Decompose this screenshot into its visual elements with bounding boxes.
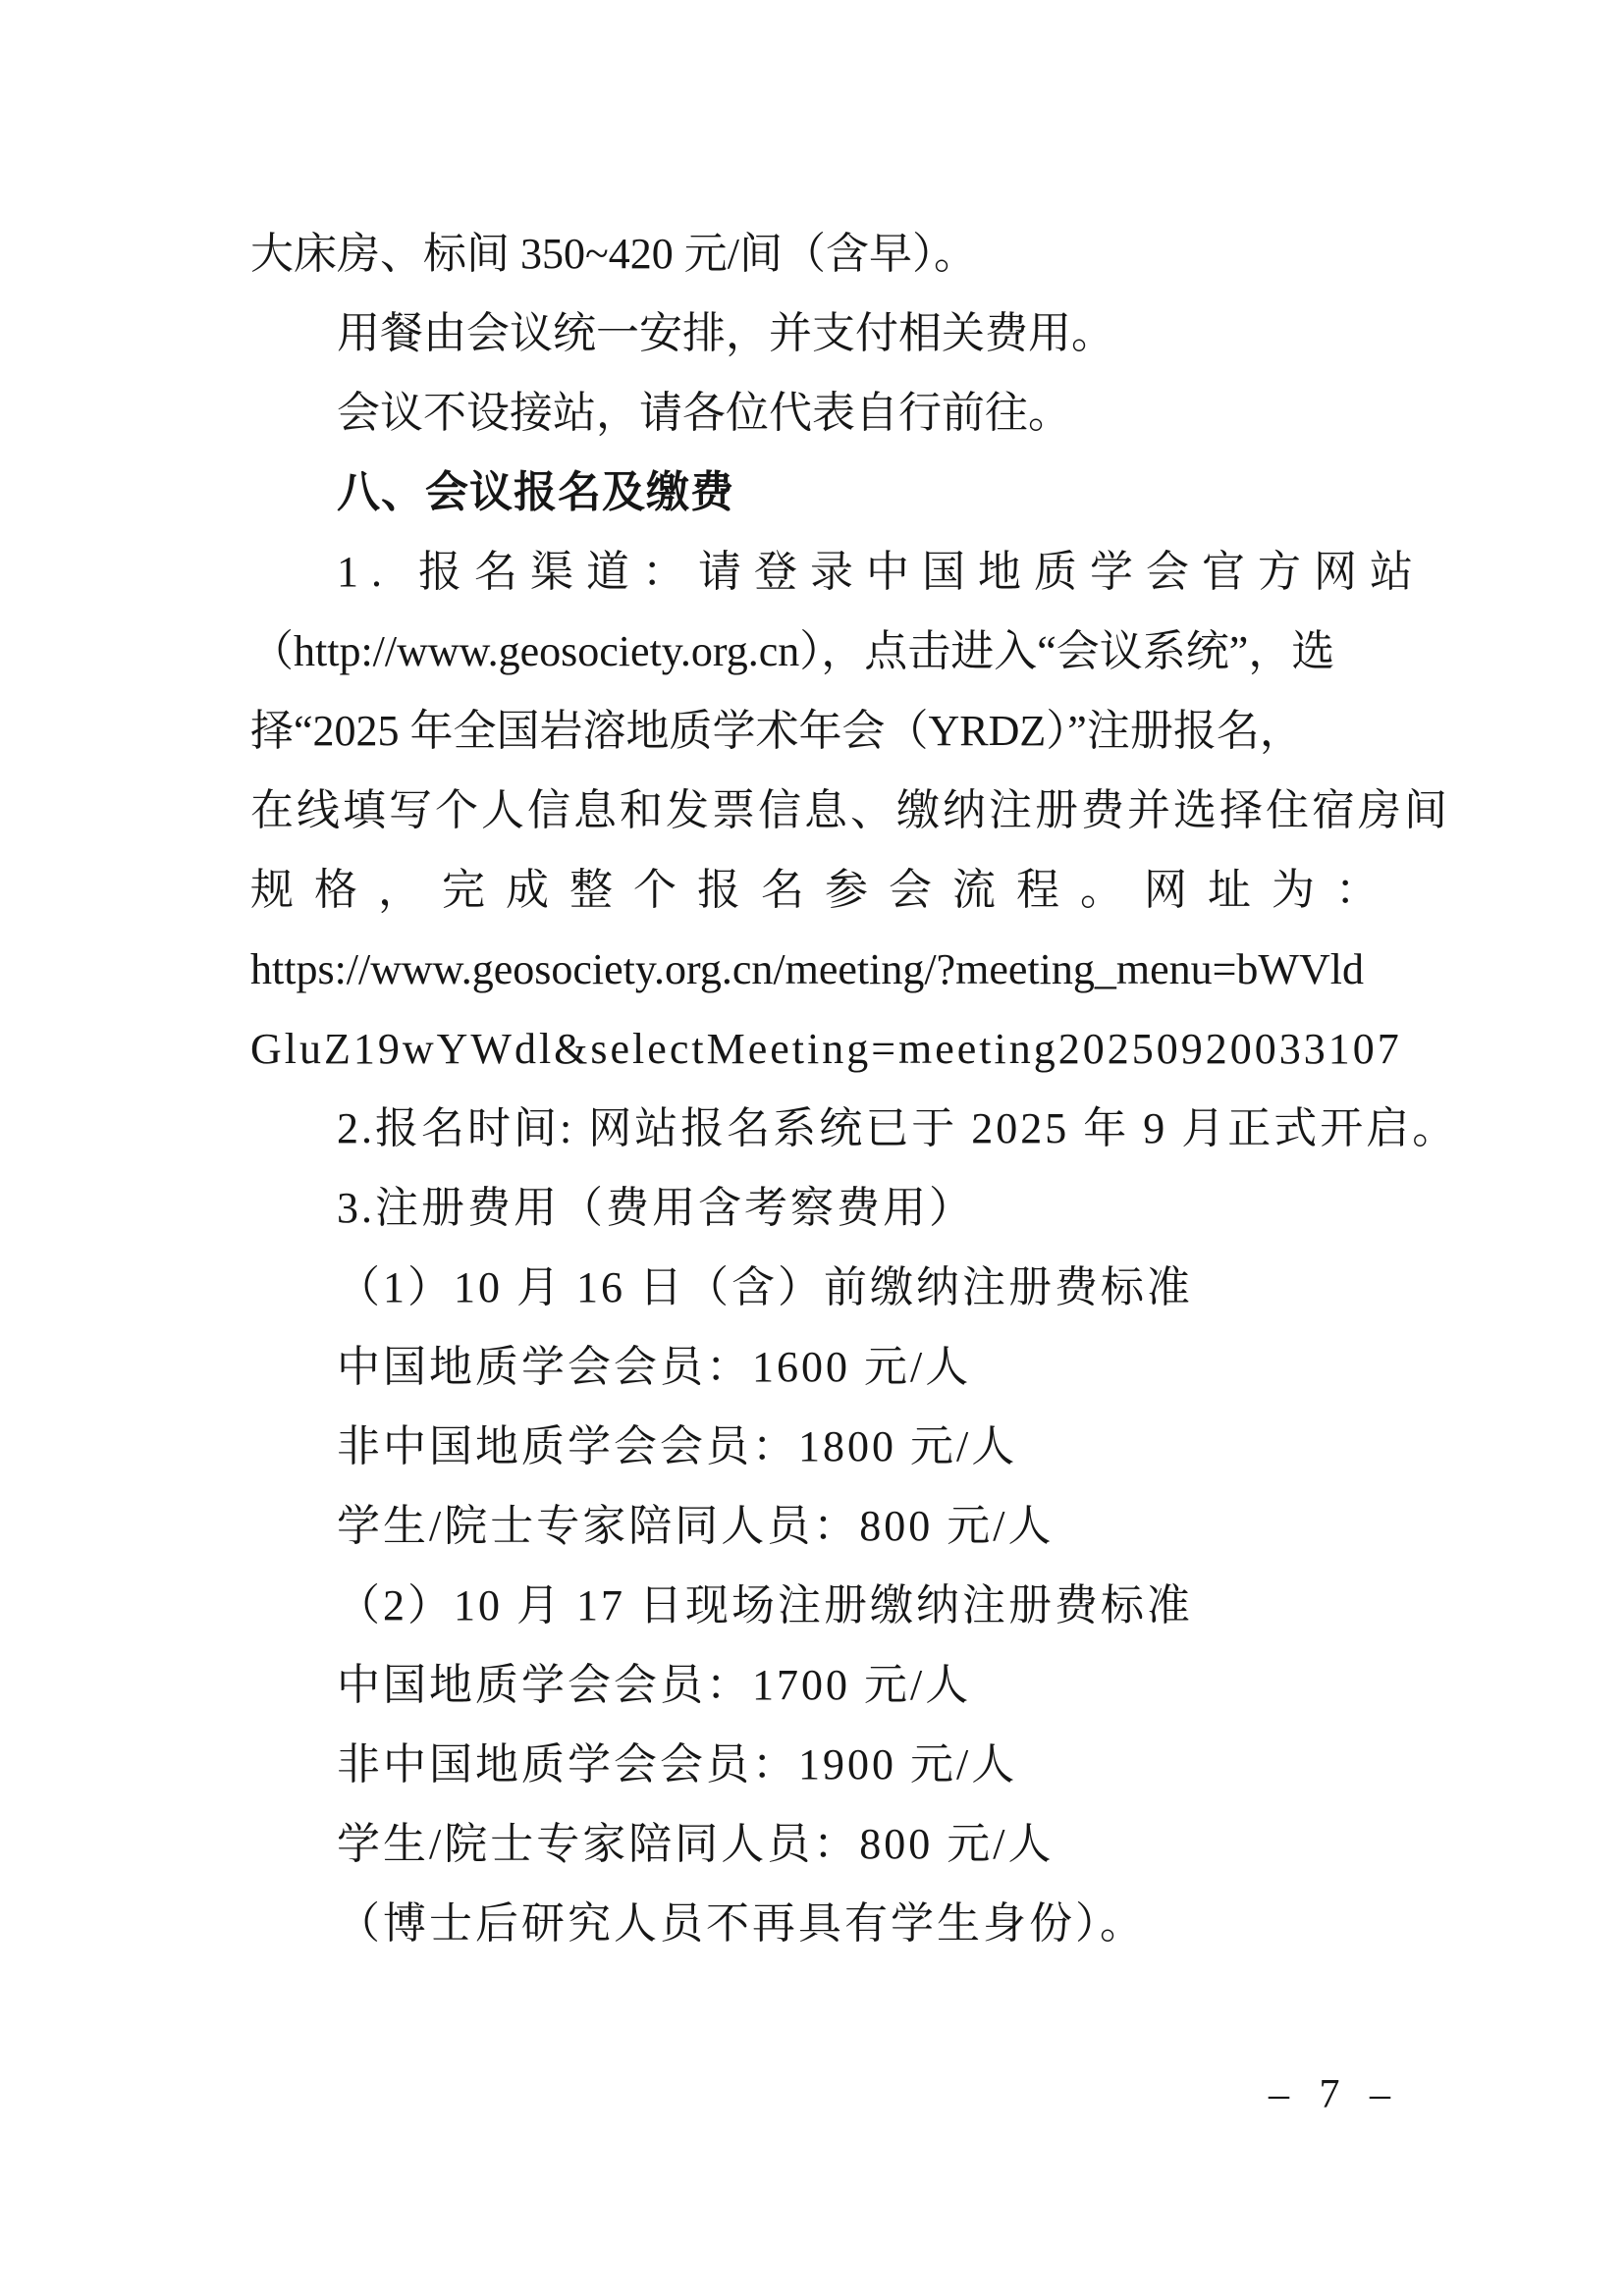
text-line: 择“2025 年全国岩溶地质学术年会（YRDZ）”注册报名， [250, 707, 1303, 755]
url-line: https://www.geosociety.org.cn/meeting/?meeting_menu=bWVld [250, 945, 1364, 993]
text-line: 2.报名时间: 网站报名系统已于 2025 年 9 月正式开启。 [337, 1104, 1459, 1152]
text-line: 学生/院士专家陪同人员：800 元/人 [337, 1502, 1055, 1550]
text-line: 用餐由会议统一安排，并支付相关费用。 [337, 309, 1114, 357]
text-line: 在线填写个人信息和发票信息、缴纳注册费并选择住宿房间 [250, 786, 1450, 834]
text-line: 1. 报名渠道：请登录中国地质学会官方网站 [337, 548, 1426, 596]
text-line: （博士后研究人员不再具有学生身份）。 [337, 1899, 1146, 1948]
section-heading: 八、会议报名及缴费 [337, 468, 734, 516]
page-number: – 7 – [1269, 2072, 1400, 2117]
text-line: 大床房、标间 350~420 元/间（含早）。 [250, 230, 978, 278]
text-line: （1）10 月 16 日（含）前缴纳注册费标准 [337, 1263, 1193, 1311]
text-line: （2）10 月 17 日现场注册缴纳注册费标准 [337, 1581, 1193, 1629]
text-line: 非中国地质学会会员：1900 元/人 [337, 1740, 1018, 1789]
text-line: 规格，完成整个报名参会流程。网址为： [250, 866, 1399, 914]
text-line: 中国地质学会会员：1600 元/人 [337, 1343, 972, 1391]
text-line: 学生/院士专家陪同人员：800 元/人 [337, 1820, 1055, 1868]
text-line: 非中国地质学会会员：1800 元/人 [337, 1422, 1018, 1470]
text-line: （http://www.geosociety.org.cn），点击进入“会议系统”，选 [250, 627, 1335, 675]
document-body [250, 214, 1459, 1963]
text-line: 3.注册费用（费用含考察费用） [337, 1184, 975, 1232]
text-line: 中国地质学会会员：1700 元/人 [337, 1661, 972, 1709]
text-line: 会议不设接站，请各位代表自行前往。 [337, 389, 1071, 437]
url-line: GluZ19wYWdl&selectMeeting=meeting20250920033107 [250, 1025, 1402, 1073]
